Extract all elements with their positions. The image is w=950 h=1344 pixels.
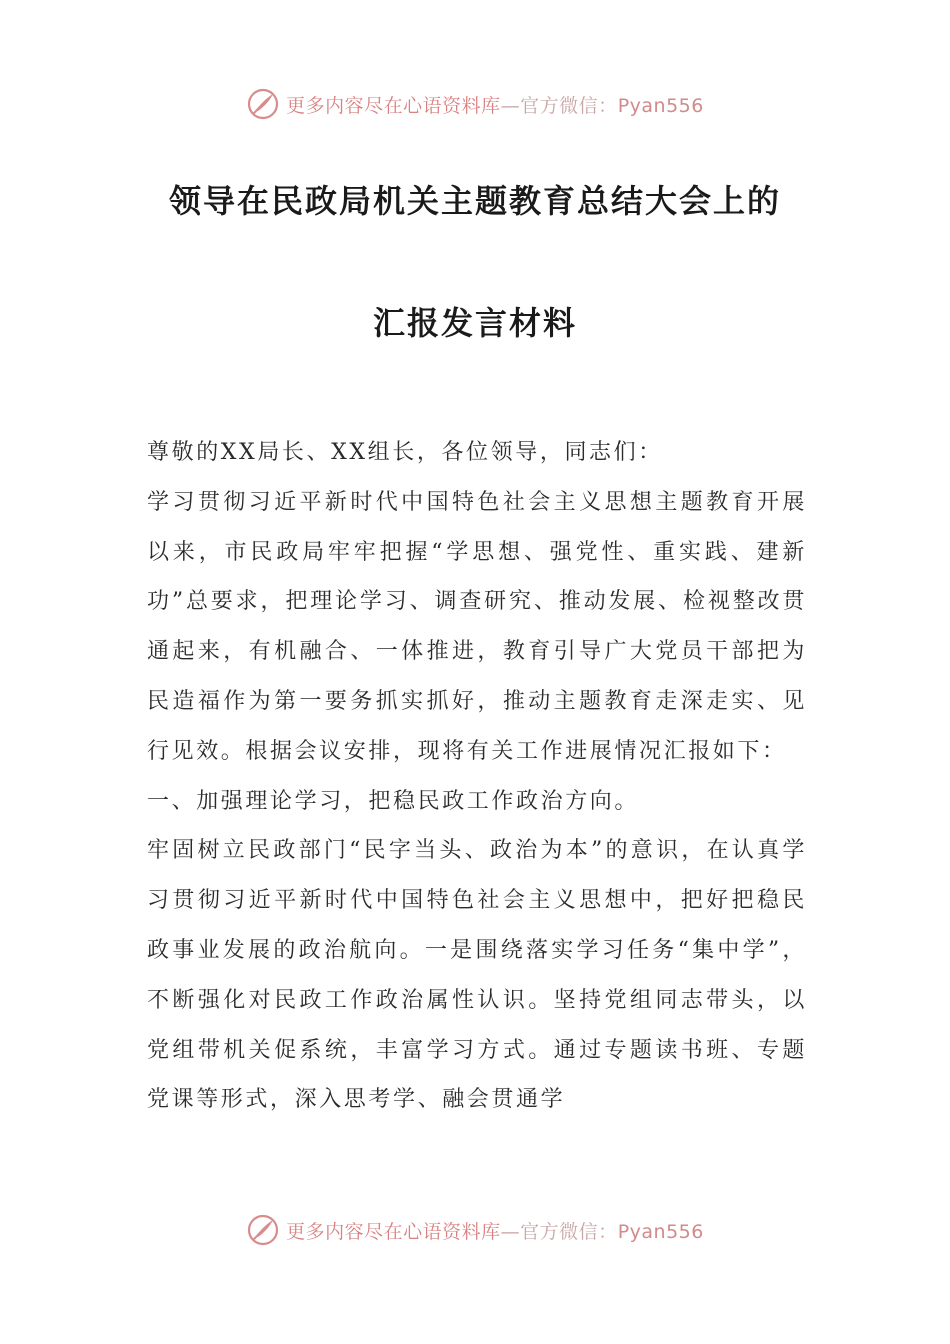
- watermark-dash: —: [500, 1220, 521, 1243]
- section1-heading: 一、加强理论学习，把稳民政工作政治方向。: [147, 788, 640, 814]
- watermark-header: [0, 86, 950, 122]
- document-body: [147, 428, 807, 1125]
- quill-logo-icon: [246, 1213, 280, 1247]
- watermark-footer: [0, 1212, 950, 1248]
- watermark-wechat-label: 官方微信：: [520, 94, 618, 117]
- watermark-text: [286, 1217, 704, 1244]
- watermark-site-name: 更多内容尽在心语资料库: [286, 1220, 501, 1243]
- quill-logo-icon: [246, 87, 280, 121]
- watermark-wechat-label: 官方微信：: [520, 1220, 618, 1243]
- section1-paragraph: 牢固树立民政部门“民字当头、政治为本”的意识，在认真学习贯彻习近平新时代中国特色社会主义思想中，把好把稳民政事业发展的政治航向。一是围绕落实学习任务“集中学”，不断强化对民政工作政治属性认识。坚持党组同志带头，以党组带机关促系统，丰富学习方式。通过专题读书班、专题党课等形式，深入思考学、融会贯通学: [147, 838, 807, 1113]
- watermark-dash: —: [500, 94, 521, 117]
- salutation: 尊敬的XX局长、XX组长，各位领导，同志们：: [147, 440, 663, 465]
- document-title-line1: 领导在民政局机关主题教育总结大会上的: [168, 182, 781, 220]
- watermark-text: [286, 91, 704, 118]
- watermark-site-name: 更多内容尽在心语资料库: [286, 94, 501, 117]
- document-title-line2: 汇报发言材料: [372, 304, 577, 342]
- watermark-wechat-id: Pyan556: [617, 94, 704, 117]
- intro-paragraph: 学习贯彻习近平新时代中国特色社会主义思想主题教育开展以来，市民政局牢牢把握“学思想、强党性、重实践、建新功”总要求，把理论学习、调查研究、推动发展、检视整改贯通起来，有机融合、一体推进，教育引导广大党员干部把为民造福作为第一要务抓实抓好，推动主题教育走深走实、见行见效。根据会议安排，现将有关工作进展情况汇报如下：: [147, 489, 807, 764]
- watermark-wechat-id: Pyan556: [617, 1220, 704, 1243]
